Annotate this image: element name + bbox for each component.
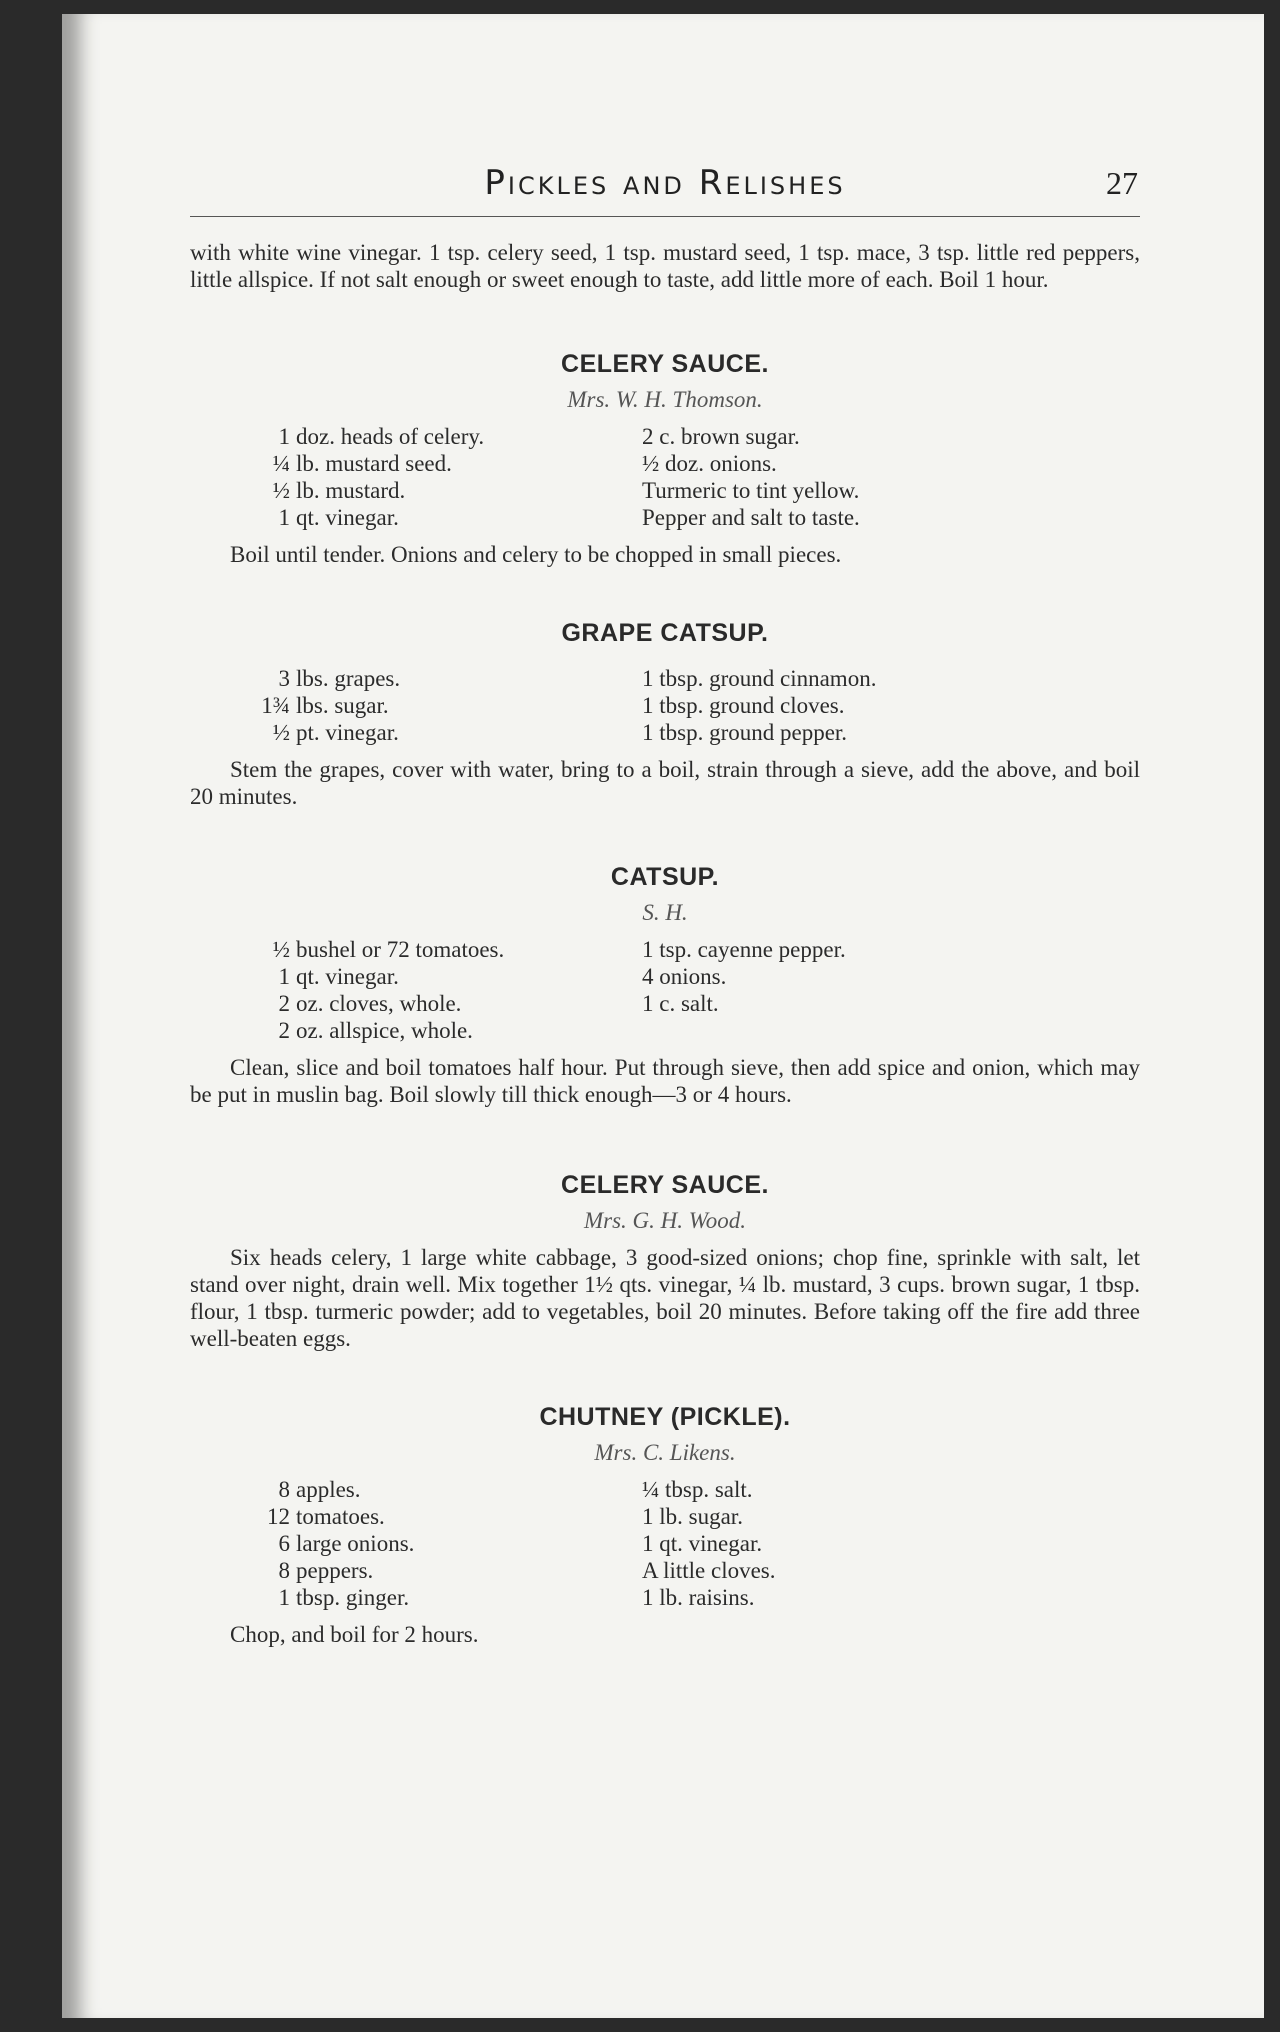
ingredient-column-left: [190, 665, 642, 746]
ingredient-quantity: 8: [278, 1477, 290, 1502]
ingredient-quantity: 1: [278, 964, 290, 989]
ingredient-quantity: 6: [278, 1531, 290, 1556]
ingredient-text: oz. allspice, whole.: [296, 1018, 473, 1043]
recipe-directions: Stem the grapes, cover with water, bring to a boil, strain through a sieve, add the above, and boil 20 minutes.: [190, 757, 1140, 809]
ingredient-quantity: 1¾: [261, 693, 290, 718]
ingredient-item: [200, 1017, 642, 1044]
ingredient-item: ½ doz. onions.: [642, 451, 777, 476]
ingredient-item: 1 tbsp. ground cinnamon.: [642, 666, 877, 691]
recipe-list: [190, 351, 1140, 1648]
recipe-title: GRAPE CATSUP.: [561, 619, 769, 647]
recipe-directions: Six heads celery, 1 large white cabbage, 3 good-sized onions; chop fine, sprinkle with salt, let stand over night, drain well. Mix together 1½ qts. vinegar, ¼ lb. mustard, 3 cups. brown sugar, 1 tbsp. flour, 1 tbsp. turmeric powder; add to vegetables, boil 20 minutes. Before taking off the fire add three well-beaten eggs.: [190, 1245, 1140, 1351]
ingredient-column-right: [642, 936, 1140, 1044]
recipe-block: [190, 1404, 1140, 1648]
ingredient-item: 2 c. brown sugar.: [642, 424, 800, 449]
recipe-block: [190, 1172, 1140, 1352]
ingredient-quantity: 8: [278, 1558, 290, 1583]
ingredient-columns: [190, 1476, 1140, 1611]
ingredient-item: [200, 963, 642, 990]
ingredient-text: doz. heads of celery.: [296, 424, 485, 449]
ingredient-quantity: ½: [272, 937, 290, 962]
ingredient-item: [200, 1530, 642, 1557]
ingredient-text: bushel or 72 tomatoes.: [296, 937, 505, 962]
recipe-directions: Chop, and boil for 2 hours.: [230, 1622, 479, 1647]
ingredient-item: [200, 477, 642, 504]
ingredient-column-right: [642, 665, 1140, 746]
ingredient-item: Pepper and salt to taste.: [642, 505, 860, 530]
ingredient-text: lb. mustard.: [296, 478, 406, 503]
ingredient-text: lbs. sugar.: [296, 693, 389, 718]
ingredient-item: ¼ tbsp. salt.: [642, 1477, 753, 1502]
recipe-title: CELERY SAUCE.: [561, 1171, 769, 1199]
ingredient-text: pt. vinegar.: [296, 720, 399, 745]
ingredient-item: 1 lb. sugar.: [642, 1504, 743, 1529]
ingredient-item: [200, 450, 642, 477]
ingredient-item: [200, 1584, 642, 1611]
ingredient-columns: [190, 423, 1140, 531]
ingredient-item: A little cloves.: [642, 1558, 776, 1583]
ingredient-quantity: ½: [272, 720, 290, 745]
ingredient-column-right: [642, 1476, 1140, 1611]
ingredient-columns: [190, 665, 1140, 746]
recipe-author: S. H.: [642, 900, 688, 925]
ingredient-quantity: ¼: [272, 451, 290, 476]
ingredient-item: 1 lb. raisins.: [642, 1585, 755, 1610]
ingredient-quantity: ½: [272, 478, 290, 503]
ingredient-text: lb. mustard seed.: [296, 451, 452, 476]
ingredient-item: [200, 936, 642, 963]
ingredient-text: qt. vinegar.: [296, 964, 399, 989]
ingredient-quantity: 1: [278, 424, 290, 449]
ingredient-item: [200, 504, 642, 531]
ingredient-quantity: 1: [278, 1585, 290, 1610]
ingredient-item: 1 tbsp. ground cloves.: [642, 693, 845, 718]
ingredient-item: [200, 1476, 642, 1503]
ingredient-item: [200, 692, 642, 719]
ingredient-column-left: [190, 936, 642, 1044]
ingredient-text: apples.: [296, 1477, 361, 1502]
ingredient-item: 1 c. salt.: [642, 991, 719, 1016]
recipe-title: CHUTNEY (PICKLE).: [539, 1403, 791, 1431]
ingredient-item: [200, 665, 642, 692]
ingredient-text: oz. cloves, whole.: [296, 991, 462, 1016]
ingredient-item: 1 tsp. cayenne pepper.: [642, 937, 846, 962]
ingredient-item: 4 onions.: [642, 964, 727, 989]
ingredient-column-left: [190, 423, 642, 531]
recipe-title: CELERY SAUCE.: [561, 350, 769, 378]
ingredient-columns: [190, 936, 1140, 1044]
ingredient-quantity: 2: [278, 1018, 290, 1043]
recipe-directions: Boil until tender. Onions and celery to be chopped in small pieces.: [230, 542, 842, 567]
recipe-block: [190, 620, 1140, 810]
ingredient-quantity: 12: [267, 1504, 290, 1529]
running-title: Pickles and Relishes: [484, 163, 846, 203]
page-header: [190, 160, 1140, 217]
recipe-author: Mrs. G. H. Wood.: [583, 1208, 747, 1233]
continued-text: with white wine vinegar. 1 tsp. celery seed, 1 tsp. mustard seed, 1 tsp. mace, 3 tsp. little red peppers, little allspice. If not salt enough or sweet enough to taste, add little more of each. Boil 1 hour.: [190, 240, 1140, 292]
ingredient-item: [200, 719, 642, 746]
ingredient-quantity: 3: [278, 666, 290, 691]
ingredient-column-left: [190, 1476, 642, 1611]
ingredient-item: 1 tbsp. ground pepper.: [642, 720, 848, 745]
ingredient-text: large onions.: [296, 1531, 415, 1556]
recipe-directions: Clean, slice and boil tomatoes half hour. Put through sieve, then add spice and onion, which may be put in muslin bag. Boil slowly till thick enough—3 or 4 hours.: [190, 1055, 1140, 1107]
ingredient-item: Turmeric to tint yellow.: [642, 478, 860, 503]
ingredient-quantity: 2: [278, 991, 290, 1016]
ingredient-item: [200, 423, 642, 450]
page-number: 27: [1106, 165, 1138, 201]
recipe-title: CATSUP.: [610, 863, 720, 891]
ingredient-quantity: 1: [278, 505, 290, 530]
page-content: [190, 160, 1140, 1648]
recipe-author: Mrs. W. H. Thomson.: [567, 387, 763, 412]
ingredient-column-right: [642, 423, 1140, 531]
recipe-block: [190, 351, 1140, 568]
recipe-author: Mrs. C. Likens.: [594, 1440, 736, 1465]
ingredient-text: tbsp. ginger.: [296, 1585, 410, 1610]
ingredient-text: lbs. grapes.: [296, 666, 401, 691]
ingredient-item: 1 qt. vinegar.: [642, 1531, 763, 1556]
ingredient-text: tomatoes.: [296, 1504, 385, 1529]
recipe-block: [190, 864, 1140, 1108]
ingredient-item: [200, 1557, 642, 1584]
ingredient-item: [200, 990, 642, 1017]
ingredient-item: [200, 1503, 642, 1530]
ingredient-text: qt. vinegar.: [296, 505, 399, 530]
ingredient-text: peppers.: [296, 1558, 374, 1583]
